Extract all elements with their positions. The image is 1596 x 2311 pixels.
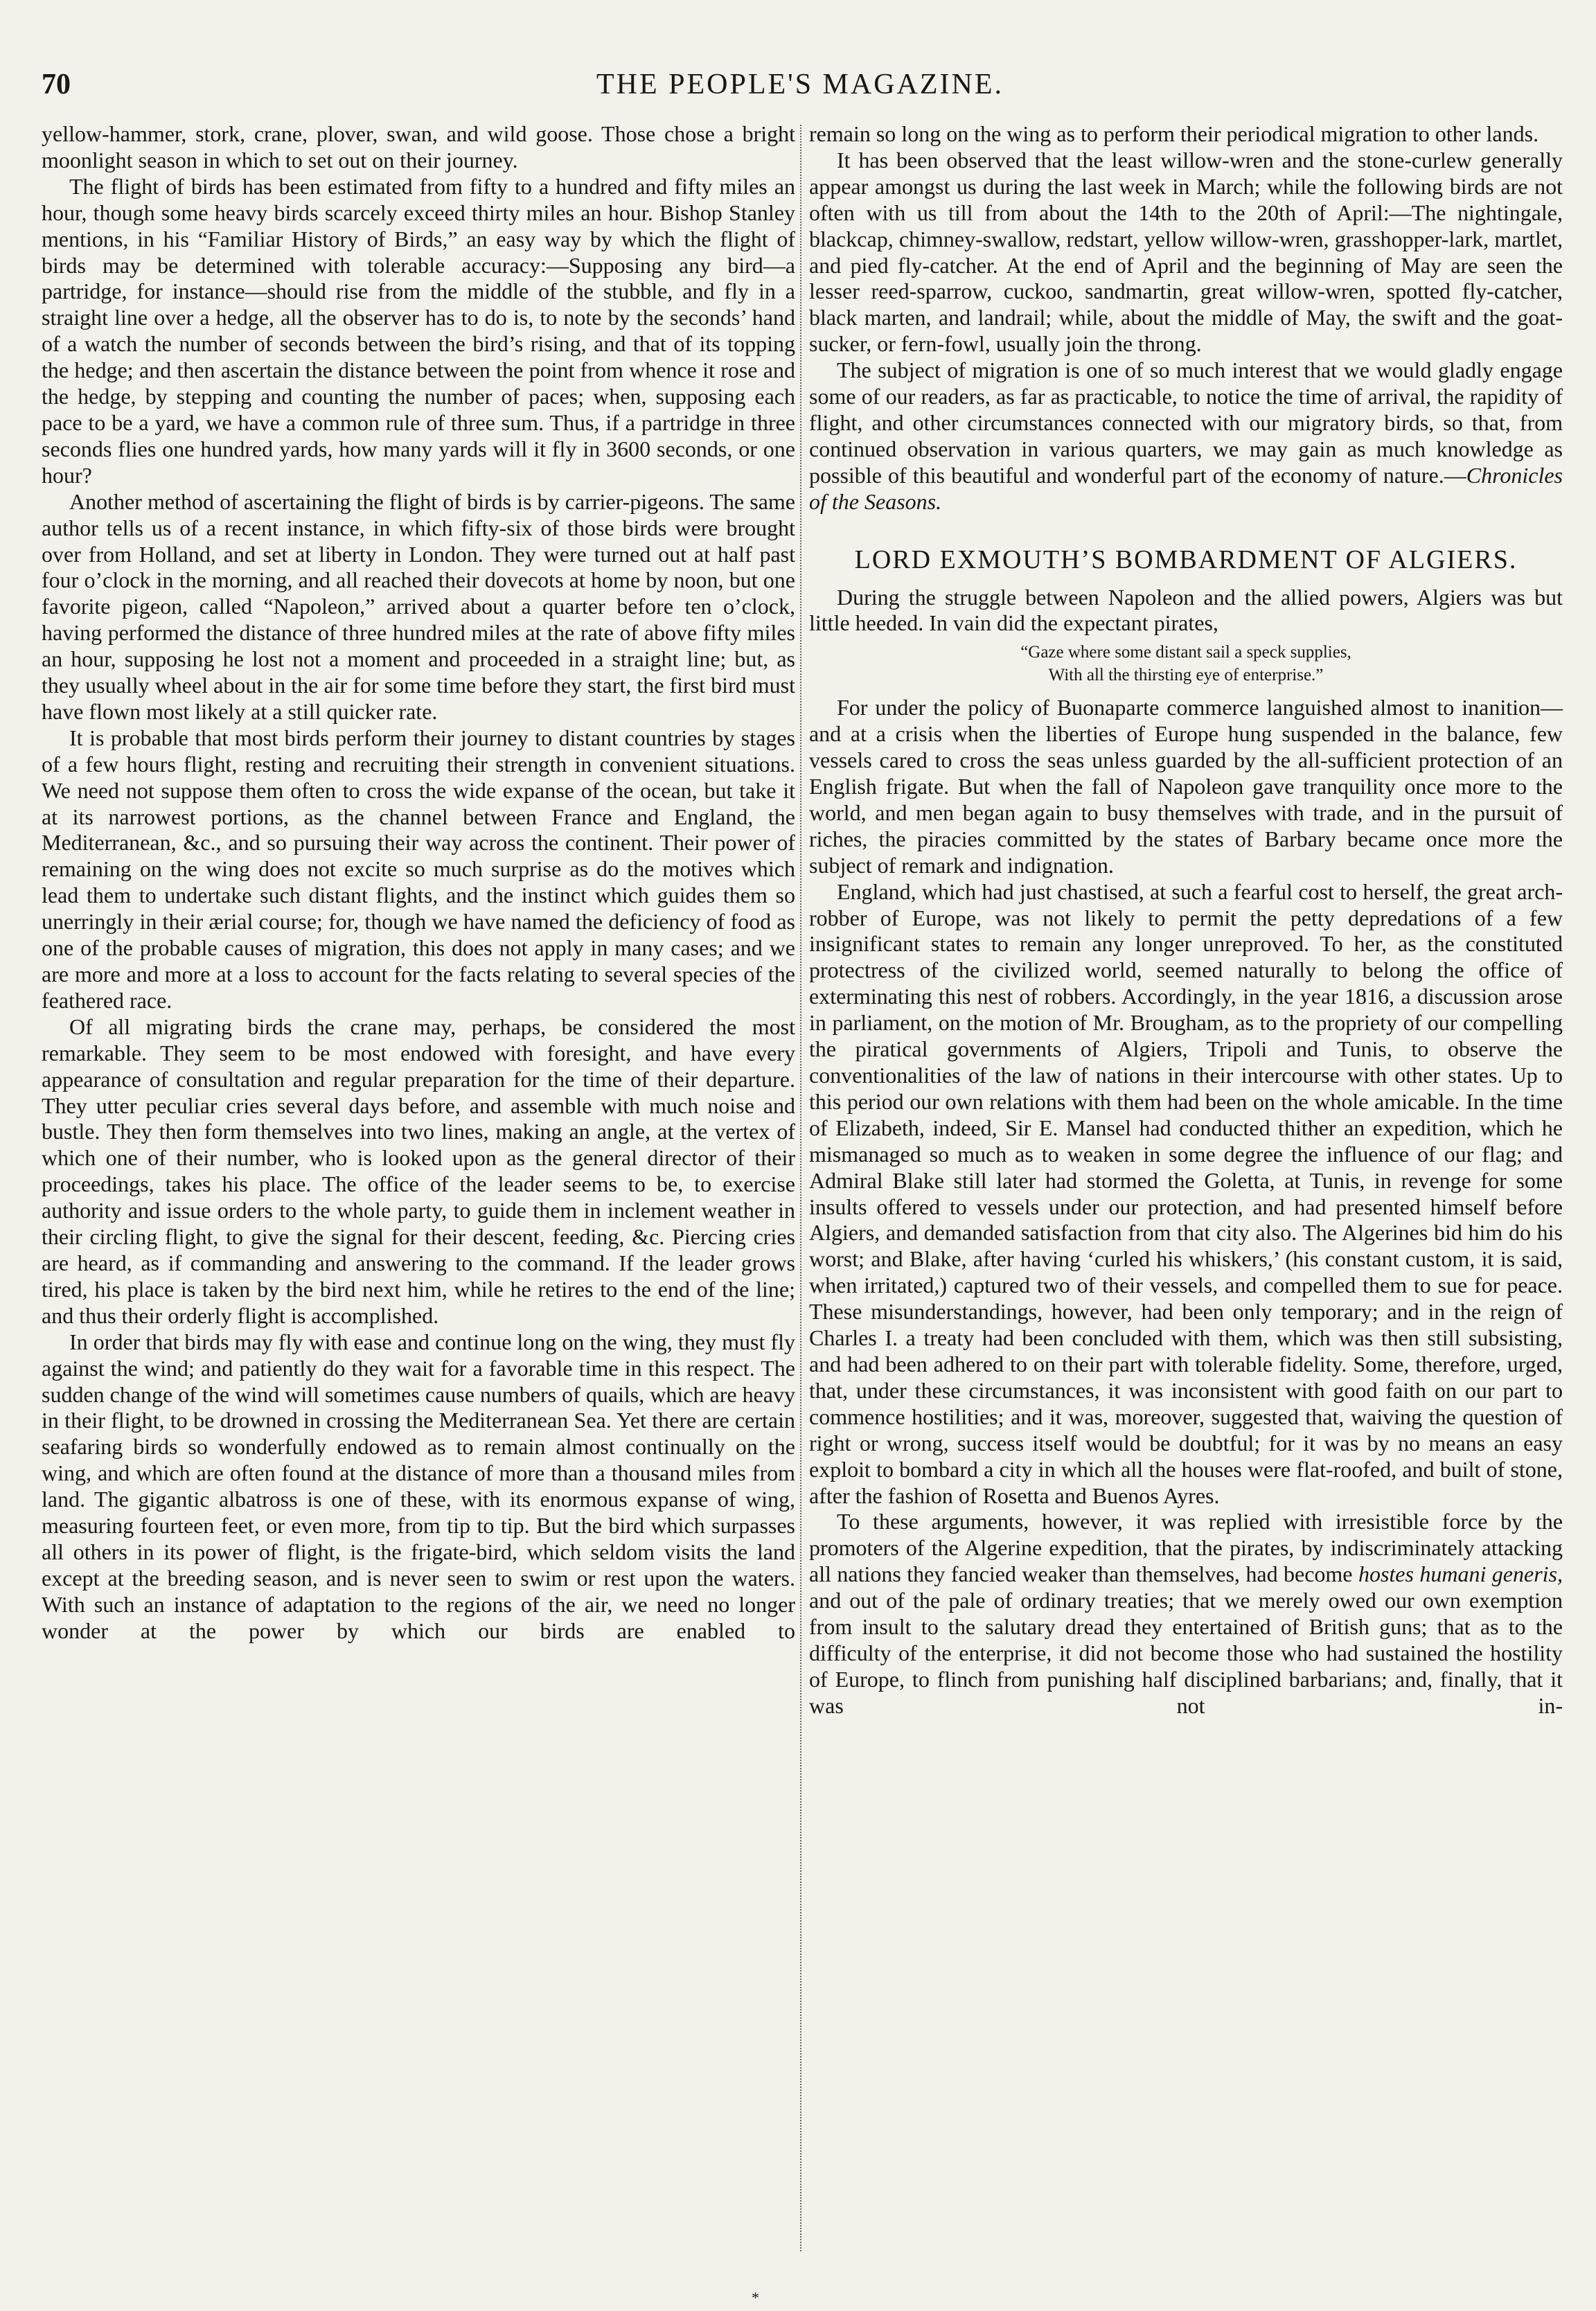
signature-mark: * bbox=[752, 2289, 759, 2306]
paragraph: During the struggle between Napoleon and the allied powers, Algiers was but little heeded. In vain did the expectant pirates, bbox=[809, 584, 1563, 636]
page-header bbox=[42, 64, 1559, 105]
paragraph: It is probable that most birds perform their journey to distant countries by stages of a few hours flight, resting and recruiting their strength in convenient situations. We need not suppose them often to cross the wide expanse of the ocean, but take it at its narrowest portions, as the channel between France and England, the Mediterranean, &c., and so pursuing their way across the continent. Their power of remaining on the wing does not excite so much surprise as do the motives which lead them to undertake such distant flights, and the instinct which guides them so unerringly in their ærial course; for, though we have named the deficiency of food as one of the probable causes of migration, this does not apply in many cases; and we are more and more at a loss to account for the facts relating to several species of the feathered race. bbox=[42, 725, 795, 1013]
paragraph-text: To these arguments, however, it was replied with irresistible force by the promoters of the Algerine expedition, that the pirates, by indiscriminately attacking all nations they fancied weaker than themselves, had become bbox=[809, 1509, 1563, 1587]
paragraph: In order that birds may fly with ease and continue long on the wing, they must fly against the wind; and patiently do they wait for a favorable time in this respect. The sudden change of the wind will sometimes cause numbers of quails, which are heavy in their flight, to be drowned in crossing the Mediterranean Sea. Yet there are certain seafaring birds so wonderfully endowed as to remain almost continually on the wing, and which are often found at the distance of more than a thousand miles from land. The gigantic albatross is one of these, with its enormous expanse of wing, measuring fourteen feet, or even more, from tip to tip. But the bird which surpasses all others in its power of flight, is the frigate-bird, which seldom visits the land except at the breeding season, and is never seen to swim or rest upon the waters. With such an instance of adaptation to the regions of the air, we need no longer wonder at the power by which our birds are enabled to bbox=[42, 1329, 795, 1643]
source-citation: Chronicles of the Seasons. bbox=[809, 462, 1563, 514]
latin-phrase: hostes humani generis, bbox=[1358, 1561, 1563, 1587]
verse-quote bbox=[809, 641, 1563, 687]
verse-line: “Gaze where some distant sail a speck supplies, bbox=[1020, 643, 1351, 662]
paragraph bbox=[809, 1509, 1563, 1719]
column-divider bbox=[800, 125, 801, 2251]
paragraph: yellow-hammer, stork, crane, plover, swan, and wild goose. Those chose a bright moonlight season in which to set out on their journey. bbox=[42, 121, 795, 172]
right-column bbox=[809, 121, 1563, 1719]
paragraph-text: and out of the pale of ordinary treaties; that we merely owed our own exemption from insult to the salutary dread they entertained of British guns; that as to the difficulty of the enterprise, it did not become those who had sustained the hostility of Europe, to flinch from punishing half disciplined barbarians; and, finally, that it was not in- bbox=[809, 1588, 1563, 1718]
paragraph: Another method of ascertaining the flight of birds is by carrier-pigeons. The same author tells us of a recent instance, in which fifty-six of those birds were brought over from Holland, and set at liberty in London. They were turned out at half past four o’clock in the morning, and all reached their dovecots at home by noon, but one favorite pigeon, called “Napoleon,” arrived about a quarter before ten o’clock, having performed the distance of three hundred miles at the rate of above fifty miles an hour, supposing he lost not a moment and proceeded in a straight line; but, as they usually wheel about in the air for some time before they start, the first bird must have flown most likely at a still quicker rate. bbox=[42, 488, 795, 724]
verse-line: With all the thirsting eye of enterprise.” bbox=[1048, 666, 1324, 685]
paragraph: Of all migrating birds the crane may, perhaps, be considered the most remarkable. They seem to be most endowed with foresight, and have every appearance of consultation and regular preparation for the time of their departure. They utter peculiar cries several days before, and assemble with much noise and bustle. They then form themselves into two lines, making an angle, at the vertex of which one of their number, who is looked upon as the general director of their proceedings, takes his place. The office of the leader seems to be, to exercise authority and issue orders to the whole party, to guide them in inclement weather in their circling flight, to give the signal for their descent, feeding, &c. Piercing cries are heard, as if commanding and answering to the command. If the leader grows tired, his place is taken by the bird next him, while he retires to the end of the line; and thus their orderly flight is accomplished. bbox=[42, 1013, 795, 1328]
article-heading: LORD EXMOUTH’S BOMBARDMENT OF ALGIERS. bbox=[854, 544, 1518, 574]
paragraph-text: The subject of migration is one of so much interest that we would gladly engage some of our readers, as far as practicable, to notice the time of arrival, the rapidity of flight, and other circumstances connected with our migratory birds, so that, from continued observation in various quarters, we may gain as much knowledge as possible of this beautiful and wonderful part of the economy of nature.— bbox=[809, 357, 1563, 488]
paragraph: For under the policy of Buonaparte commerce languished almost to inanition—and at a crisis when the liberties of Europe hung suspended in the balance, few vessels cared to cross the seas unless guarded by the all-sufficient protection of an English frigate. But when the fall of Napoleon gave tranquility once more to the world, and men began again to busy themselves with trade, and in the pursuit of riches, the piracies committed by the states of Barbary became once more the subject of remark and indignation. bbox=[809, 695, 1563, 878]
paragraph: The flight of birds has been estimated from fifty to a hundred and fifty miles an hour, though some heavy birds scarcely exceed thirty miles an hour. Bishop Stanley mentions, in his “Familiar History of Birds,” an easy way by which the flight of birds may be determined with tolerable accuracy:—Supposing any bird—a partridge, for instance—should rise from the middle of the stubble, and fly in a straight line over a hedge, all the observer has to do is, to note by the seconds’ hand of a watch the number of seconds between the bird’s rising, and that of its topping the hedge; and then ascertain the distance between the point from whence it rose and the hedge, by stepping and counting the number of paces; when, supposing each pace to be a yard, we have a common rule of three sum. Thus, if a partridge in three seconds flies one hundred yards, how many yards will it fly in 3600 seconds, or one hour? bbox=[42, 173, 795, 488]
paragraph: England, which had just chastised, at such a fearful cost to herself, the great arch-robber of Europe, was not likely to permit the petty depredations of a few insignificant states to remain any longer unreproved. To her, as the constituted protectress of the civilized world, seemed naturally to belong the office of exterminating this nest of robbers. Accordingly, in the year 1816, a discussion arose in parliament, on the motion of Mr. Brougham, as to the propriety of our compelling the piratical governments of Algiers, Tripoli and Tunis, to observe the conventionalities of the law of nations in their intercourse with other states. Up to this period our own relations with them had been on the whole amicable. In the time of Elizabeth, indeed, Sir E. Mansel had conducted thither an expedition, which he mismanaged so much as to weaken in some degree the influence of our flag; and Admiral Blake still later had stormed the Goletta, at Tunis, in revenge for some insults offered to vessels under our protection, and had presented himself before Algiers, and demanded satisfaction from that city also. The Algerines bid him do his worst; and Blake, after having ‘curled his whiskers,’ (his constant custom, it is said, when irritated,) captured two of their vessels, and compelled them to sue for peace. These misunderstandings, however, had been only temporary; and in the reign of Charles I. a treaty had been concluded with them, which was then still subsisting, and had been adhered to on their part with tolerable fidelity. Some, therefore, urged, that, under these circumstances, it was inconsistent with good faith on our part to commence hostilities; and it was, moreover, suggested that, waiving the question of right or wrong, success itself would be doubtful; for it was by no means an easy exploit to bombard a city in which all the houses were flat-roofed, and built of stone, after the fashion of Rosetta and Buenos Ayres. bbox=[809, 878, 1563, 1508]
paragraph: remain so long on the wing as to perform their periodical migration to other lands. bbox=[809, 121, 1539, 146]
paragraph bbox=[809, 357, 1563, 515]
page-number: 70 bbox=[42, 69, 71, 100]
paragraph: It has been observed that the least willow-wren and the stone-curlew generally appear amongst us during the last week in March; while the following birds are not often with us till from about the 14th to the 20th of April:—The nightingale, blackcap, chimney-swallow, redstart, yellow willow-wren, grasshopper-lark, martlet, and pied fly-catcher. At the end of April and the beginning of May are seen the lesser reed-sparrow, cuckoo, sandmartin, great willow-wren, spotted fly-catcher, black marten, and landrail; while, about the middle of May, the swift and the goat-sucker, or fern-fowl, usually join the throng. bbox=[809, 147, 1563, 357]
running-title: THE PEOPLE'S MAGAZINE. bbox=[596, 69, 1004, 100]
left-column bbox=[42, 121, 795, 1645]
